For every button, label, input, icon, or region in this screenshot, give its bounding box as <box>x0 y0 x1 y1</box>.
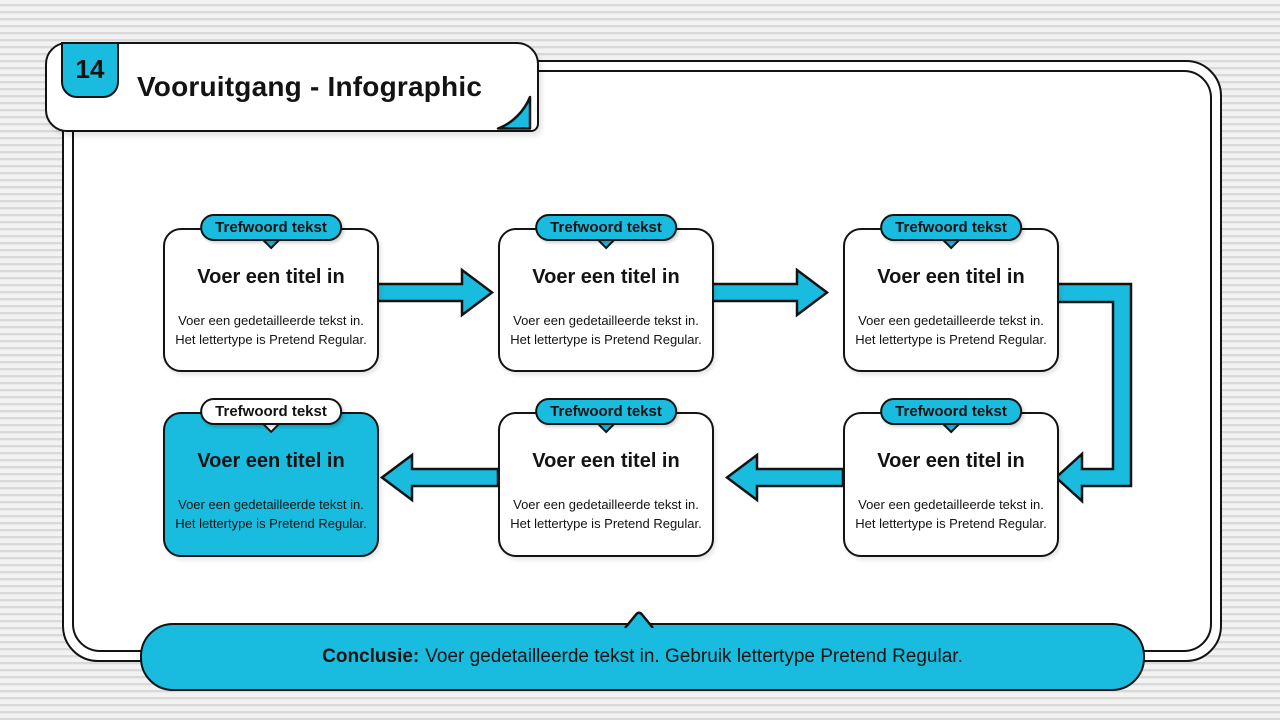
description-line-1: Voer een gedetailleerde tekst in. <box>178 497 364 512</box>
flow-step-4 <box>843 403 1059 557</box>
description-line-1: Voer een gedetailleerde tekst in. <box>178 313 364 328</box>
flow-step-1 <box>163 219 379 372</box>
flow-step-6-pill <box>200 398 342 425</box>
description-line-1: Voer een gedetailleerde tekst in. <box>858 497 1044 512</box>
flow-step-title: Voer een titel in <box>532 266 680 288</box>
description-line-1: Voer een gedetailleerde tekst in. <box>513 497 699 512</box>
keyword-pill-label: Trefwoord tekst <box>880 398 1022 425</box>
slide-title-tab <box>45 42 539 132</box>
flow-step-description <box>510 495 702 533</box>
flow-step-title: Voer een titel in <box>197 450 345 472</box>
flow-step-description <box>855 495 1047 533</box>
flow-step-2 <box>498 219 714 372</box>
banner-notch-icon <box>624 610 654 628</box>
keyword-pill-label: Trefwoord tekst <box>535 398 677 425</box>
slide-number-badge <box>61 42 119 98</box>
keyword-pill-label: Trefwoord tekst <box>880 214 1022 241</box>
flow-step-title: Voer een titel in <box>197 266 345 288</box>
arrow-left-icon <box>727 455 843 500</box>
description-line-1: Voer een gedetailleerde tekst in. <box>513 313 699 328</box>
keyword-pill-label: Trefwoord tekst <box>535 214 677 241</box>
flow-step-3-pill <box>880 214 1022 241</box>
flow-step-description <box>175 311 367 349</box>
description-line-2: Het lettertype is Pretend Regular. <box>175 516 367 531</box>
flow-step-description <box>510 311 702 349</box>
description-line-2: Het lettertype is Pretend Regular. <box>855 332 1047 347</box>
flow-step-description <box>175 495 367 533</box>
conclusion-banner <box>140 623 1145 691</box>
description-line-2: Het lettertype is Pretend Regular. <box>510 516 702 531</box>
keyword-pill-label: Trefwoord tekst <box>200 398 342 425</box>
flow-step-2-pill <box>535 214 677 241</box>
conclusion-label: Conclusie: <box>322 646 420 667</box>
flow-step-4-pill <box>880 398 1022 425</box>
conclusion-text: Voer gedetailleerde tekst in. Gebruik lettertype Pretend Regular. <box>425 646 963 667</box>
keyword-pill-label: Trefwoord tekst <box>200 214 342 241</box>
flow-step-3 <box>843 219 1059 372</box>
arrow-right-icon <box>376 270 492 315</box>
slide-number: 14 <box>75 54 105 84</box>
flow-step-title: Voer een titel in <box>877 266 1025 288</box>
flow-step-title: Voer een titel in <box>877 450 1025 472</box>
arrow-right-icon <box>711 270 827 315</box>
flow-step-1-pill <box>200 214 342 241</box>
flow-step-5-pill <box>535 398 677 425</box>
description-line-2: Het lettertype is Pretend Regular. <box>510 332 702 347</box>
arrow-elbow-down-icon <box>1055 284 1131 501</box>
slide-title: Vooruitgang - Infographic <box>137 71 483 102</box>
page-fold-icon <box>495 95 533 131</box>
flow-step-5 <box>498 403 714 557</box>
flow-step-description <box>855 311 1047 349</box>
flow-step-title: Voer een titel in <box>532 450 680 472</box>
description-line-1: Voer een gedetailleerde tekst in. <box>858 313 1044 328</box>
description-line-2: Het lettertype is Pretend Regular. <box>175 332 367 347</box>
description-line-2: Het lettertype is Pretend Regular. <box>855 516 1047 531</box>
arrow-left-icon <box>382 455 498 500</box>
flow-step-6-highlighted <box>163 403 379 557</box>
